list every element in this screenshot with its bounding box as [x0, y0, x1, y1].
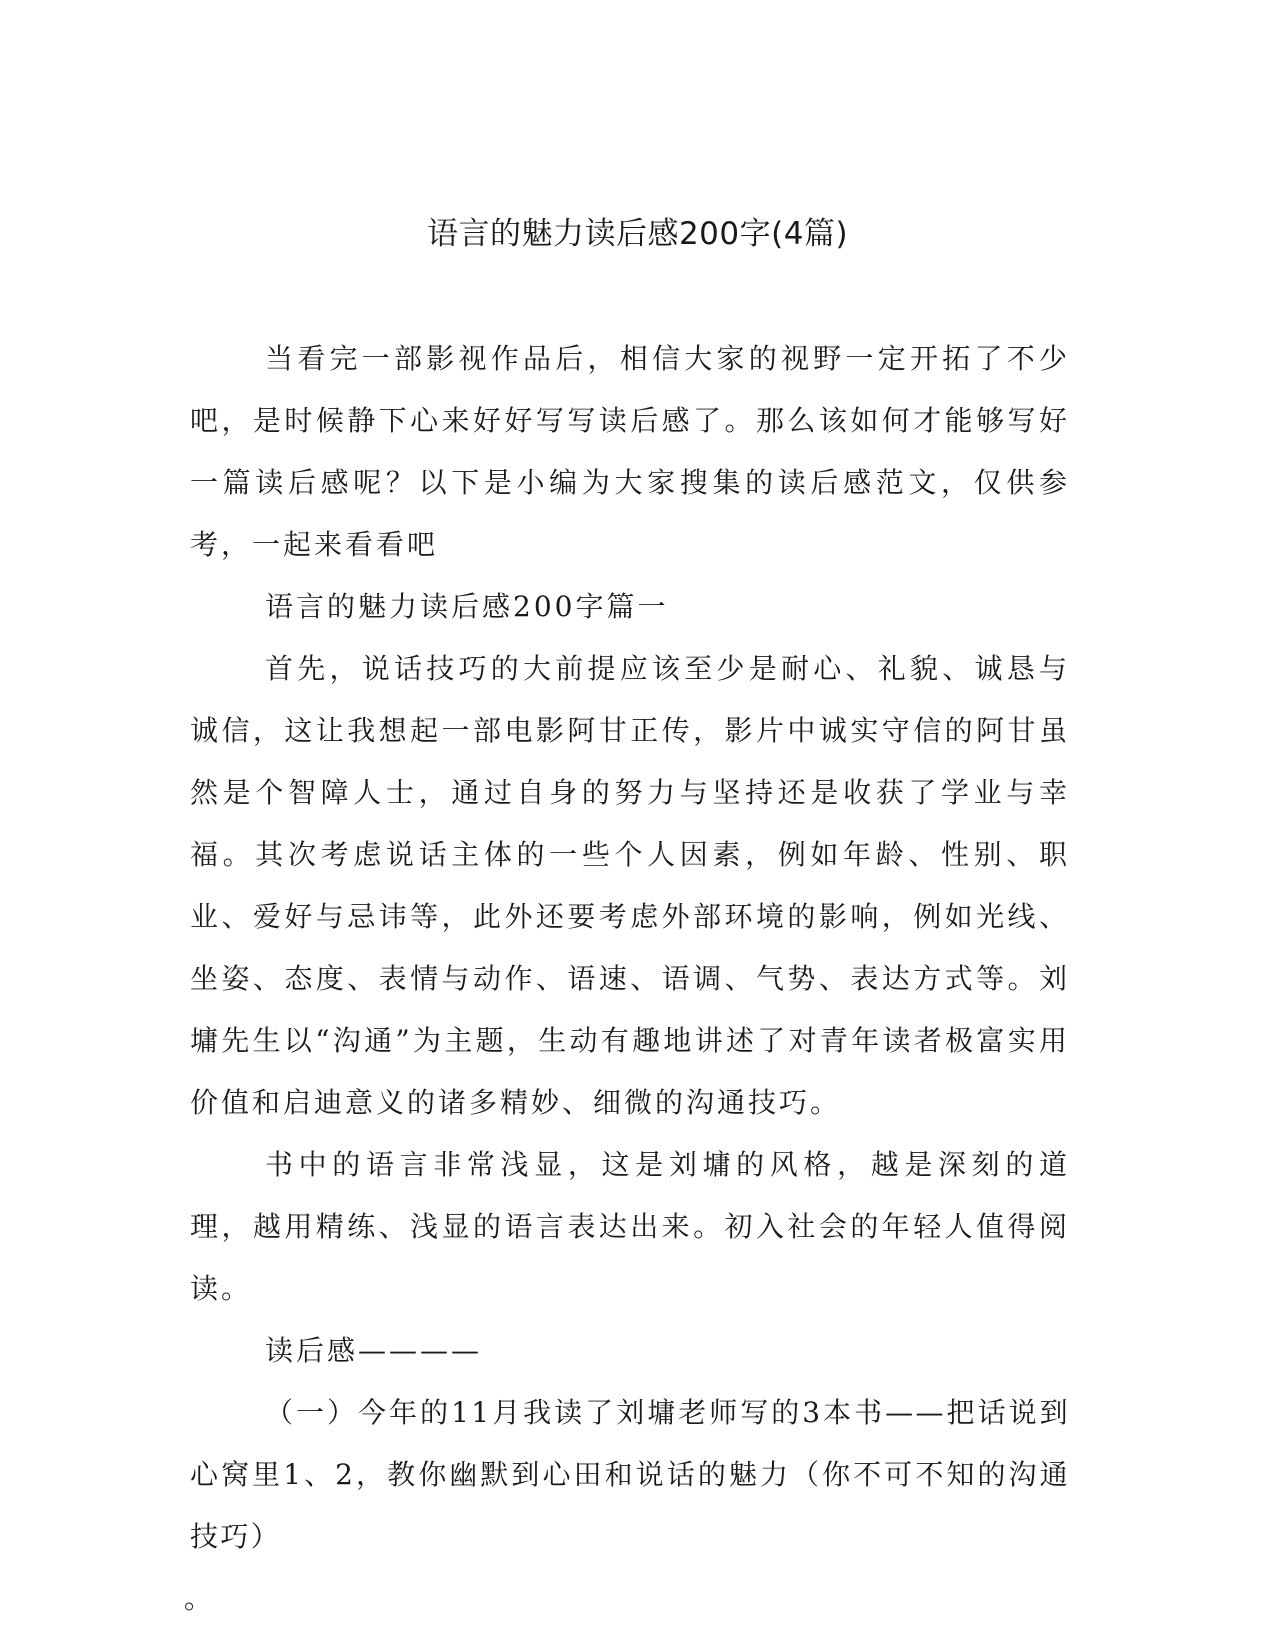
document-title: 语言的魅力读后感200字(4篇): [426, 216, 849, 252]
body-paragraph: （一）今年的11月我读了刘墉老师写的3本书——把话说到心窝里1、2，教你幽默到心田和说话的魅力（你不可不知的沟通技巧）: [190, 1396, 1070, 1553]
body-paragraph: 书中的语言非常浅显，这是刘墉的风格，越是深刻的道理，越用精练、浅显的语言表达出来。初入社会的年轻人值得阅读。: [190, 1148, 1070, 1305]
body-paragraph: 首先，说话技巧的大前提应该至少是耐心、礼貌、诚恳与诚信，这让我想起一部电影阿甘正传，影片中诚实守信的阿甘虽然是个智障人士，通过自身的努力与坚持还是收获了学业与幸福。其次考虑说话主体的一些个人因素，例如年龄、性别、职业、爱好与忌讳等，此外还要考虑外部环境的影响，例如光线、坐姿、态度、表情与动作、语速、语调、气势、表达方式等。刘墉先生以“沟通”为主题，生动有趣地讲述了对青年读者极富实用价值和启迪意义的诸多精妙、细微的沟通技巧。: [190, 652, 1070, 1119]
section-heading-dash: 读后感————: [265, 1334, 483, 1367]
intro-paragraph: 当看完一部影视作品后，相信大家的视野一定开拓了不少吧，是时候静下心来好好写写读后感了。那么该如何才能够写好一篇读后感呢？以下是小编为大家搜集的读后感范文，仅供参考，一起来看看吧: [190, 342, 1070, 561]
trailing-period: 。: [184, 1582, 216, 1615]
section-heading-one: 语言的魅力读后感200字篇一: [265, 590, 669, 623]
document-body: [184, 328, 1070, 1630]
